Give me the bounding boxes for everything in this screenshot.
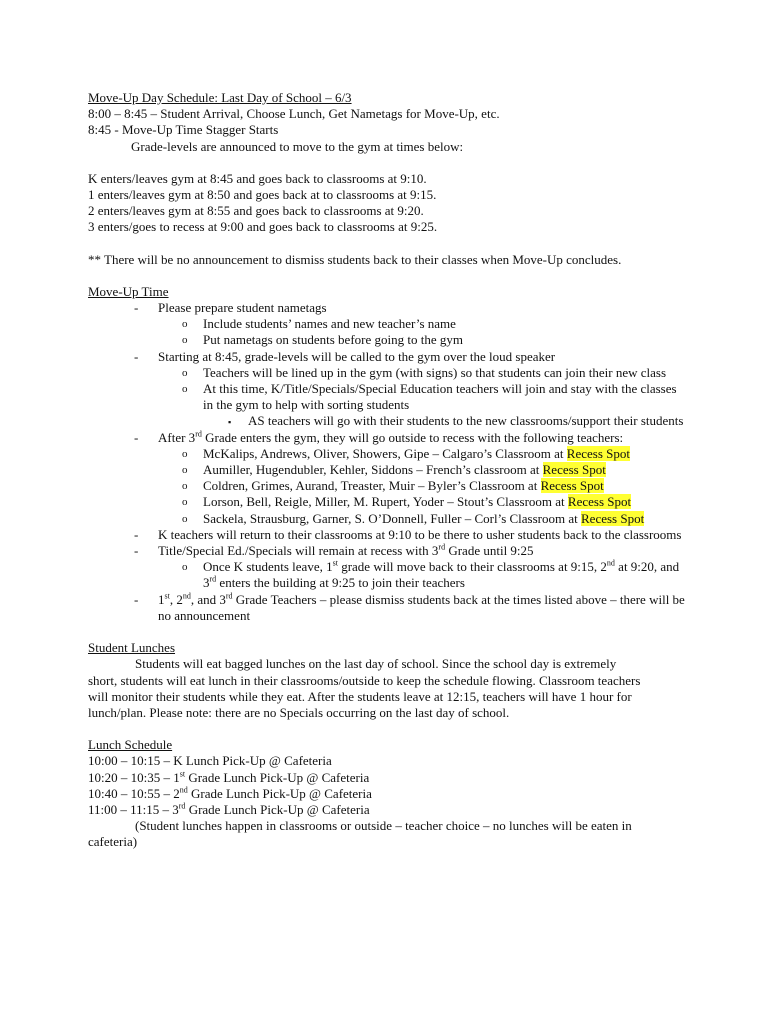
- arrival-line: 8:00 – 8:45 – Student Arrival, Choose Lunch, Get Nametags for Move-Up, etc.: [88, 106, 500, 122]
- dash-bullet: -: [134, 591, 139, 607]
- grade-time-3: 3 enters/goes to recess at 9:00 and goes back to classrooms at 9:25.: [88, 219, 438, 235]
- circle-bullet: o: [182, 496, 188, 509]
- recess-group-calgaro: o McKalips, Andrews, Oliver, Showers, Gipe – Calgaro’s Classroom at Recess Spot: [182, 445, 630, 461]
- recess-group-corl: o Sackela, Strausburg, Garner, S. O’Donnell, Fuller – Corl’s Classroom at Recess Spot: [182, 510, 645, 526]
- dash-bullet: -: [134, 429, 139, 445]
- announce-line: Grade-levels are announced to move to the gym at times below:: [131, 138, 464, 154]
- recess-spot-highlight: Recess Spot: [581, 510, 645, 526]
- bullet-nametags-put: o Put nametags on students before going to the gym: [182, 332, 463, 348]
- lunch-location-note: (Student lunches happen in classrooms or outside – teacher choice – no lunches will be eaten in cafeteria): [88, 818, 632, 850]
- dismiss-note: ** There will be no announcement to dismiss students back to their classes when Move-Up concludes.: [88, 251, 622, 267]
- circle-bullet: o: [182, 480, 188, 493]
- lunch-row-2nd: 10:40 – 10:55 – 2nd Grade Lunch Pick-Up @ Cafeteria: [88, 785, 372, 801]
- bullet-as-teachers: ▪ AS teachers will go with their students to the new classrooms/support their students: [88, 413, 688, 429]
- circle-bullet: o: [182, 561, 188, 574]
- recess-spot-highlight: Recess Spot: [566, 445, 630, 461]
- recess-group-byler: o Coldren, Grimes, Aurand, Treaster, Muir – Byler’s Classroom at Recess Spot: [182, 478, 604, 494]
- circle-bullet: o: [182, 318, 188, 331]
- dash-bullet: -: [134, 526, 139, 542]
- recess-spot-highlight: Recess Spot: [540, 478, 604, 494]
- document-body: [88, 90, 688, 851]
- square-bullet: ▪: [228, 417, 232, 428]
- circle-bullet: o: [182, 334, 188, 347]
- lunch-schedule-heading: Lunch Schedule: [88, 737, 173, 753]
- bullet-after-3rd: - After 3rd Grade enters the gym, they will go outside to recess with the following teachers:: [134, 429, 624, 445]
- lunch-row-3rd: 11:00 – 11:15 – 3rd Grade Lunch Pick-Up @ Cafeteria: [88, 801, 370, 817]
- dash-bullet: -: [134, 348, 139, 364]
- bullet-nametags: - Please prepare student nametags: [134, 300, 327, 316]
- lunch-row-k: 10:00 – 10:15 – K Lunch Pick-Up @ Cafeteria: [88, 753, 332, 769]
- dash-bullet: -: [134, 300, 139, 316]
- circle-bullet: o: [182, 366, 188, 379]
- circle-bullet: o: [182, 512, 188, 525]
- circle-bullet: o: [182, 383, 188, 396]
- bullet-at-this-time: o At this time, K/Title/Specials/Special Education teachers will join and stay with the classes in the gym to help with sorting students: [182, 381, 677, 413]
- recess-group-french: o Aumiller, Hugendubler, Kehler, Siddons – French’s classroom at Recess Spot: [182, 462, 606, 478]
- grade-time-k: K enters/leaves gym at 8:45 and goes back to classrooms at 9:10.: [88, 170, 427, 186]
- bullet-starting: - Starting at 8:45, grade-levels will be called to the gym over the loud speaker: [134, 348, 556, 364]
- recess-spot-highlight: Recess Spot: [542, 462, 606, 478]
- bullet-teachers-lined: o Teachers will be lined up in the gym (with signs) so that students can join their new class: [182, 364, 667, 380]
- circle-bullet: o: [182, 464, 188, 477]
- grade-time-2: 2 enters/leaves gym at 8:55 and goes back to classrooms at 9:20.: [88, 203, 424, 219]
- bullet-dismiss-teachers: - 1st, 2nd, and 3rd Grade Teachers – please dismiss students back at the times listed above – there will be no announcement: [134, 591, 685, 623]
- move-up-heading: Move-Up Time: [88, 283, 169, 299]
- dash-bullet: -: [134, 543, 139, 559]
- page-title: Move-Up Day Schedule: Last Day of School – 6/3: [88, 90, 352, 105]
- grade-time-1: 1 enters/leaves gym at 8:50 and goes back at to classrooms at 9:15.: [88, 187, 437, 203]
- lunch-row-1st: 10:20 – 10:35 – 1st Grade Lunch Pick-Up @ Cafeteria: [88, 769, 370, 785]
- bullet-nametags-include: o Include students’ names and new teacher’s name: [182, 316, 456, 332]
- student-lunches-heading: Student Lunches: [88, 640, 176, 656]
- recess-group-stout: o Lorson, Bell, Reigle, Miller, M. Rupert, Yoder – Stout’s Classroom at Recess Spot: [182, 494, 632, 510]
- bullet-once-k-leave: o Once K students leave, 1st grade will move back to their classrooms at 9:15, 2nd at 9:20, and 3rd enters the building at 9:25 to join their teachers: [182, 558, 680, 591]
- stagger-line: 8:45 - Move-Up Time Stagger Starts: [88, 122, 279, 138]
- recess-spot-highlight: Recess Spot: [567, 494, 632, 510]
- student-lunches-paragraph: Students will eat bagged lunches on the last day of school. Since the school day is extremely short, students will eat lunch in their classrooms/outside to keep the schedule flowing. Classroom teachers will monitor their students while they eat. After the students leave at 12:15, teachers will have 1 hour for lunch/plan. Please note: there are no Specials occurring on the last day of school.: [88, 656, 641, 720]
- bullet-k-return: - K teachers will return to their classrooms at 9:10 to be there to usher students back to the classrooms: [134, 526, 682, 542]
- bullet-title-special: - Title/Special Ed./Specials will remain at recess with 3rd Grade until 9:25: [134, 542, 534, 559]
- circle-bullet: o: [182, 447, 188, 460]
